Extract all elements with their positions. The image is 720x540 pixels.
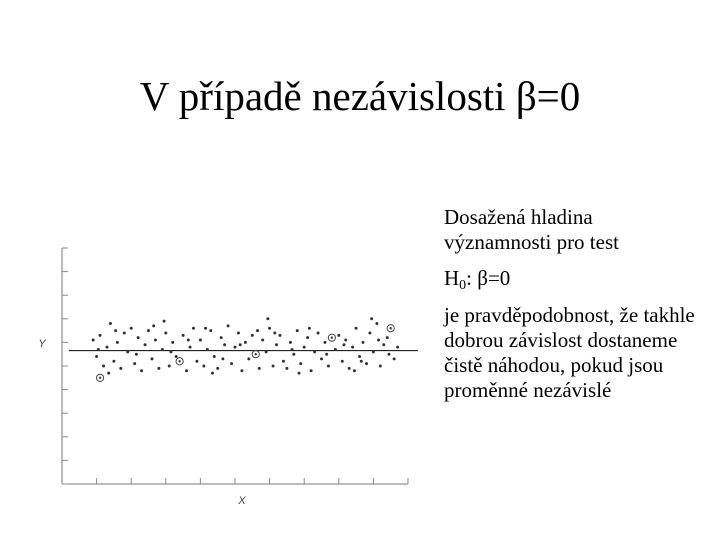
data-point xyxy=(221,357,224,360)
data-point xyxy=(256,329,259,332)
data-point xyxy=(234,346,237,349)
data-point xyxy=(244,341,247,344)
data-point xyxy=(265,350,268,353)
data-point xyxy=(360,360,363,363)
data-point xyxy=(237,331,240,334)
data-point xyxy=(368,331,371,334)
data-point xyxy=(216,367,219,370)
data-point xyxy=(306,336,309,339)
data-point xyxy=(362,341,365,344)
data-point xyxy=(220,336,223,339)
description-text xyxy=(444,205,716,403)
data-point xyxy=(175,355,178,358)
data-point xyxy=(137,336,140,339)
data-point xyxy=(351,346,354,349)
data-point xyxy=(251,334,254,337)
data-point xyxy=(393,357,396,360)
data-point xyxy=(144,343,147,346)
data-point xyxy=(365,362,368,365)
hypothesis-prefix: H xyxy=(444,266,460,290)
data-point xyxy=(102,365,105,368)
data-point xyxy=(375,322,378,325)
data-point xyxy=(202,365,205,368)
data-point xyxy=(199,339,202,342)
data-point xyxy=(323,341,326,344)
data-point xyxy=(372,350,375,353)
data-point xyxy=(152,324,155,327)
data-point xyxy=(107,372,110,375)
x-axis-label: X xyxy=(238,495,246,507)
data-point xyxy=(189,346,192,349)
data-point xyxy=(171,341,174,344)
data-point xyxy=(240,369,243,372)
data-point xyxy=(206,348,209,351)
circled-point xyxy=(331,336,333,338)
data-point xyxy=(337,334,340,337)
data-point xyxy=(299,362,302,365)
data-point xyxy=(105,346,108,349)
data-point xyxy=(116,341,119,344)
data-point xyxy=(291,348,294,351)
data-point xyxy=(320,357,323,360)
data-point xyxy=(130,327,133,330)
data-point xyxy=(123,331,126,334)
data-point xyxy=(377,339,380,342)
data-point xyxy=(163,320,166,323)
data-point xyxy=(239,343,242,346)
data-point xyxy=(317,331,320,334)
data-point xyxy=(247,357,250,360)
data-point xyxy=(114,329,117,332)
data-point xyxy=(126,350,129,353)
data-point xyxy=(327,365,330,368)
data-point xyxy=(308,327,311,330)
data-point xyxy=(161,348,164,351)
data-point xyxy=(273,331,276,334)
data-point xyxy=(135,353,138,356)
circled-point xyxy=(390,327,392,329)
data-point xyxy=(296,329,299,332)
data-point xyxy=(258,367,261,370)
circled-point xyxy=(99,377,101,379)
data-point xyxy=(147,329,150,332)
data-point xyxy=(289,341,292,344)
data-point xyxy=(119,367,122,370)
hypothesis-subscript: 0 xyxy=(459,278,467,293)
data-point xyxy=(227,324,230,327)
data-point xyxy=(313,350,316,353)
data-point xyxy=(109,322,112,325)
data-point xyxy=(334,348,337,351)
data-point xyxy=(97,348,100,351)
data-point xyxy=(353,369,356,372)
y-axis-label: Y xyxy=(38,338,46,351)
data-point xyxy=(261,339,264,342)
data-point xyxy=(325,353,328,356)
data-point xyxy=(112,360,115,363)
data-point xyxy=(348,367,351,370)
data-point xyxy=(157,367,160,370)
data-point xyxy=(272,365,275,368)
data-point xyxy=(341,360,344,363)
data-point xyxy=(386,336,389,339)
data-point xyxy=(133,362,136,365)
data-point xyxy=(355,327,358,330)
data-point xyxy=(99,334,102,337)
data-point xyxy=(223,343,226,346)
data-point xyxy=(282,360,285,363)
data-point xyxy=(396,346,399,349)
data-point xyxy=(382,343,385,346)
data-point xyxy=(285,367,288,370)
data-point xyxy=(370,317,373,320)
data-point xyxy=(209,329,212,332)
description-explanation: je pravděpodobnost, že takhle dobrou závislost dostaneme čistě náhodou, pokud jsou proměnné nezávislé xyxy=(444,303,695,402)
data-point xyxy=(230,362,233,365)
data-point xyxy=(195,360,198,363)
hypothesis-label xyxy=(444,266,716,291)
description-intro xyxy=(444,205,716,255)
data-point xyxy=(154,339,157,342)
data-point xyxy=(303,346,306,349)
data-point xyxy=(379,365,382,368)
data-point xyxy=(204,327,207,330)
hypothesis-suffix: : β=0 xyxy=(466,266,511,290)
data-point xyxy=(298,372,301,375)
circled-point xyxy=(178,360,180,362)
data-point xyxy=(187,339,190,342)
data-point xyxy=(92,339,95,342)
data-point xyxy=(95,355,98,358)
data-point xyxy=(150,357,153,360)
data-point xyxy=(169,350,172,353)
data-point xyxy=(342,343,345,346)
data-point xyxy=(211,372,214,375)
data-point xyxy=(140,369,143,372)
data-point xyxy=(182,334,185,337)
data-point xyxy=(192,327,195,330)
description-line-2: významnosti pro test xyxy=(444,230,619,254)
data-point xyxy=(358,355,361,358)
data-point xyxy=(310,369,313,372)
data-point xyxy=(275,343,278,346)
data-point xyxy=(164,331,167,334)
slide-title: V případě nezávislosti β=0 xyxy=(139,73,581,119)
data-point xyxy=(168,365,171,368)
description-line-1: Dosažená hladina xyxy=(444,205,593,229)
data-point xyxy=(185,369,188,372)
data-point xyxy=(266,317,269,320)
data-point xyxy=(292,353,295,356)
scatter-plot xyxy=(30,240,420,510)
data-point xyxy=(278,334,281,337)
data-point xyxy=(268,327,271,330)
data-point xyxy=(213,355,216,358)
data-point xyxy=(344,339,347,342)
data-point xyxy=(387,353,390,356)
circled-point xyxy=(255,353,257,355)
